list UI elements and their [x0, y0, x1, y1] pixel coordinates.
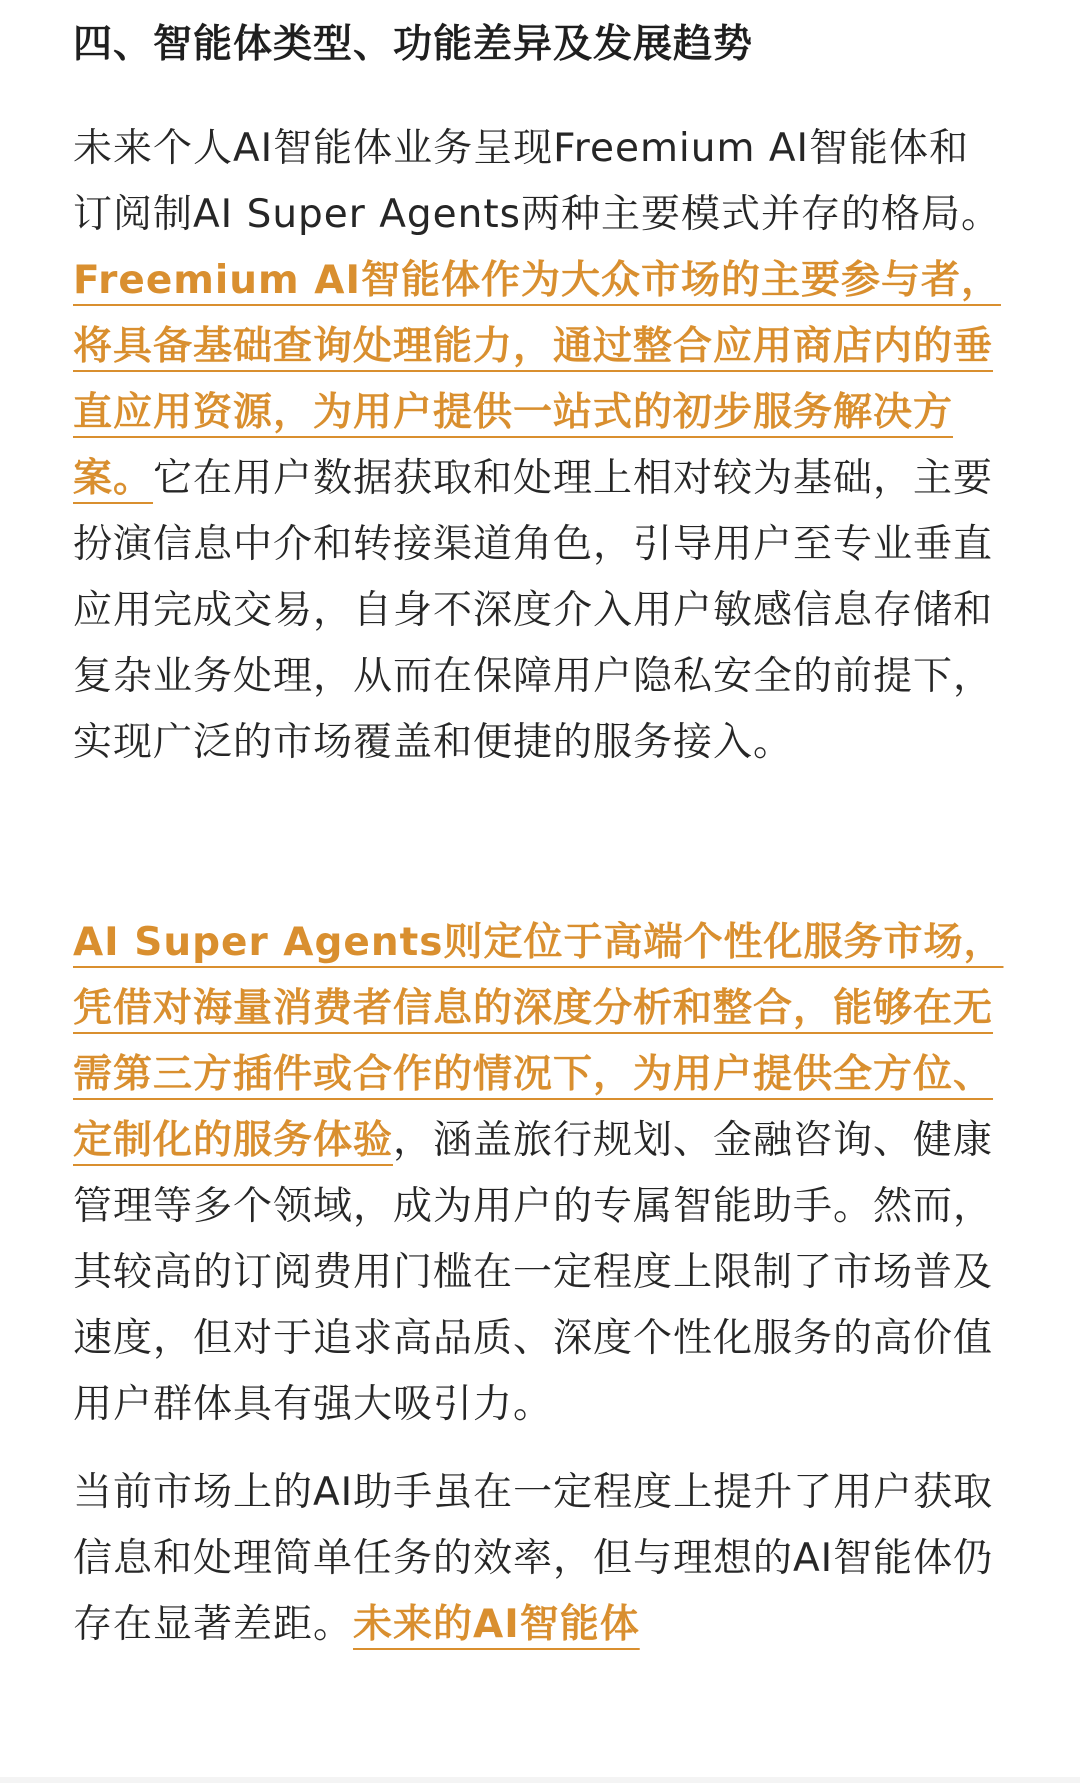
section-heading: 四、智能体类型、功能差异及发展趋势: [73, 22, 754, 67]
highlighted-text: AI Super Agents则定位于高端个性化服务市场，凭借对海量消费者信息的深度分析和整合，能够在无需第三方插件或合作的情况下，为用户提供全方位、定制化的服务体验: [73, 920, 1004, 1163]
paragraph-super-agents: [73, 910, 1008, 1438]
paragraph-text: ，涵盖旅行规划、金融咨询、健康管理等多个领域，成为用户的专属智能助手。然而，其较高的订阅费用门槛在一定程度上限制了市场普及速度，但对于追求高品质、深度个性化服务的高价值用户群体具有强大吸引力。: [73, 1118, 994, 1427]
paragraph-text: 它在用户数据获取和处理上相对较为基础，主要扮演信息中介和转接渠道角色，引导用户至专业垂直应用完成交易，自身不深度介入用户敏感信息存储和复杂业务处理，从而在保障用户隐私安全的前提下，实现广泛的市场覆盖和便捷的服务接入。: [73, 456, 994, 765]
paragraph-spacer: [73, 776, 1008, 910]
bottom-divider: [0, 1777, 1080, 1783]
paragraph-text: 未来个人AI智能体业务呈现Freemium AI智能体和订阅制AI Super Agents两种主要模式并存的格局。: [73, 126, 1001, 237]
paragraph-text: 当前市场上的AI助手虽在一定程度上提升了用户获取信息和处理简单任务的效率，但与理想的AI智能体仍存在显著差距。: [73, 1470, 994, 1647]
paragraph-spacer: [73, 1438, 1008, 1460]
paragraph-freemium: [73, 116, 1008, 776]
highlighted-text: Freemium AI智能体作为大众市场的主要参与者，将具备基础查询处理能力，通过整合应用商店内的垂直应用资源，为用户提供一站式的初步服务解决方案。: [73, 258, 1001, 501]
highlighted-text: 未来的AI智能体: [353, 1602, 640, 1647]
paragraph-current-market: [73, 1460, 1008, 1658]
